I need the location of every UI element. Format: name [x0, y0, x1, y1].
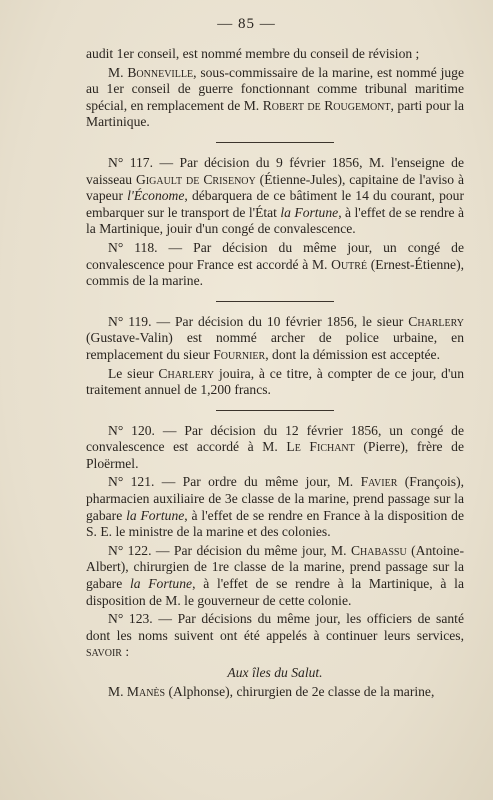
text-run: N° 120. — Par décision du 12 février 1856, un congé de convalescence est accordé à M. — [86, 422, 464, 455]
proper-name: Favier — [360, 474, 398, 490]
text-run: , parti pour la Martinique. — [86, 97, 464, 130]
proper-name: Le Fichant — [286, 439, 355, 455]
text-run: (Pierre), frère de Ploërmel. — [86, 439, 464, 471]
paragraph — [86, 46, 464, 63]
italic-text: la Fortune — [280, 204, 339, 220]
proper-name: Robert de Rougemont — [262, 97, 391, 113]
text-run: M. — [108, 64, 128, 80]
text-run: Le sieur — [108, 365, 159, 381]
text-run: (Ernest-Étienne), commis de la marine. — [86, 256, 464, 289]
text-run: (Antoine-Albert), chirurgien de 1re classe de la marine, prend passage sur la gabare — [86, 542, 464, 592]
paragraph — [86, 65, 464, 131]
text-run: N° 119. — Par décision du 10 février 1856, le sieur — [108, 313, 409, 329]
text-run: , à l'effet de se rendre à la Martinique, à la disposition de M. le gouverneur de cette colonie. — [86, 576, 464, 608]
text-run: , débarquera de ce bâtiment le 14 du courant, pour embarquer sur le transport de l'État — [86, 188, 464, 220]
text-run: : — [121, 644, 130, 660]
text-run: (Gustave-Valin) est nommé archer de police urbaine, en remplacement du sieur — [86, 330, 464, 362]
text-run: N° 122. — Par décision du même jour, M. — [108, 542, 351, 558]
paragraph — [86, 474, 464, 540]
text-run: jouira, à ce titre, à compter de ce jour, d'un traitement annuel de 1,200 francs. — [86, 365, 464, 398]
text-run: N° 118. — Par décision du même jour, un congé de convalescence pour France est accordé à M. — [86, 239, 464, 272]
paragraph — [86, 366, 464, 399]
proper-name: Gigault de Crisenoy — [136, 171, 256, 187]
proper-name: Bonneville — [127, 64, 194, 80]
text-run: , sous-commissaire de la marine, est nommé juge au 1er conseil de guerre fonctionnant comme tribunal maritime spécial, en remplacement de M. — [86, 64, 464, 113]
proper-name: Charlery — [158, 365, 215, 381]
text-run: (Étienne-Jules), capitaine de l'aviso à vapeur — [86, 171, 464, 204]
italic-text: la Fortune — [126, 507, 185, 523]
text-run: (François), pharmacien auxiliaire de 3e classe de la marine, prend passage sur la gabare — [86, 474, 464, 523]
proper-name: savoir — [86, 644, 122, 660]
section-separator — [216, 410, 334, 411]
section-separator — [216, 142, 334, 143]
text-run: audit 1er conseil, est nommé membre du conseil de révision ; — [86, 46, 420, 61]
text-run: , à l'effet de se rendre en France à la disposition de S. E. le ministre de la marine et des colonies. — [86, 507, 464, 540]
text-run: , à l'effet de se rendre à la Martinique, jouir d'un congé de convalescence. — [86, 204, 464, 237]
text-run: (Alphonse), chirurgien de 2e classe de la marine, — [165, 683, 435, 699]
italic-text: l'Économe — [127, 188, 185, 204]
page-number: — 85 — — [217, 16, 276, 32]
paragraph — [86, 423, 464, 473]
italic-text: Aux îles du Salut. — [227, 665, 323, 680]
body-text — [86, 46, 464, 700]
section-heading — [86, 665, 464, 682]
proper-name: Chabassu — [350, 542, 407, 558]
proper-name: Outré — [331, 256, 368, 272]
text-run: N° 117. — Par décision du 9 février 1856, M. l'enseigne de vaisseau — [86, 154, 464, 187]
proper-name: Charlery — [408, 313, 464, 329]
paragraph — [86, 684, 464, 701]
italic-text: la Fortune — [129, 576, 193, 592]
paragraph — [86, 240, 464, 290]
proper-name: Manès — [126, 683, 166, 699]
paragraph — [86, 611, 464, 661]
proper-name: Fournier — [213, 346, 266, 362]
text-run: N° 121. — Par ordre du même jour, M. — [108, 474, 361, 490]
section-separator — [216, 301, 334, 302]
paragraph — [86, 314, 464, 364]
paragraph — [86, 543, 464, 609]
text-run: N° 123. — Par décisions du même jour, les officiers de santé dont les noms suivent ont été appelés à continuer leurs services, — [86, 611, 464, 643]
text-run: , dont la démission est acceptée. — [265, 346, 440, 362]
paragraph — [86, 155, 464, 238]
text-run: M. — [108, 683, 127, 699]
